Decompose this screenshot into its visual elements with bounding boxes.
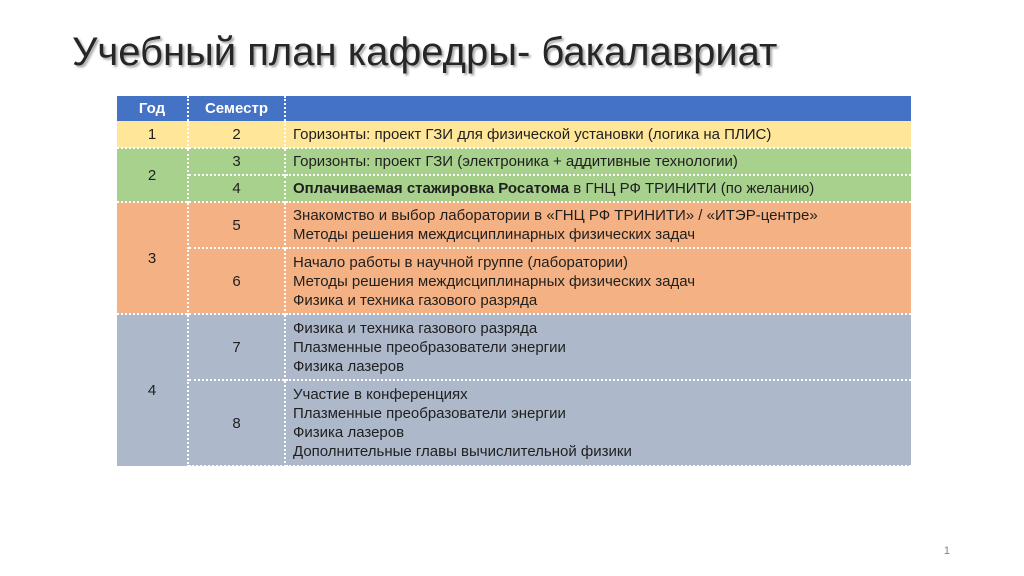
semester-cell: 3 (188, 148, 285, 175)
semester-cell: 6 (188, 248, 285, 314)
semester-cell: 2 (188, 121, 285, 148)
page-number: 1 (943, 545, 950, 557)
semester-cell: 7 (188, 314, 285, 380)
content-line: Знакомство и выбор лаборатории в «ГНЦ РФ ТРИНИТИ» / «ИТЭР-центре» (293, 207, 818, 224)
table-row (117, 314, 911, 380)
content-line: Физика и техника газового разряда (293, 291, 538, 309)
content-line: в ГНЦ РФ ТРИНИТИ (по желанию) (569, 180, 815, 197)
content-line: Дополнительные главы вычислительной физики (293, 443, 632, 460)
content-line: Методы решения междисциплинарных физических задач (293, 272, 696, 290)
content-line: Начало работы в научной группе (лаборатории) (293, 253, 629, 271)
content-cell (285, 380, 911, 466)
header-year: Год (117, 96, 188, 121)
content-line: Плазменные преобразователи энергии (293, 338, 566, 356)
table-row (117, 202, 911, 248)
content-cell (285, 202, 911, 248)
semester-cell: 8 (188, 380, 285, 466)
content-cell (285, 175, 911, 202)
content-cell (285, 314, 911, 380)
table-row (117, 121, 911, 148)
content-cell (285, 248, 911, 314)
content-line: Физика и техника газового разряда (293, 319, 538, 337)
table-row (117, 175, 911, 202)
year-cell: 2 (117, 148, 188, 202)
curriculum-table (117, 96, 911, 467)
content-line: Методы решения междисциплинарных физических задач (293, 226, 696, 243)
content-line: Физика лазеров (293, 424, 405, 441)
semester-cell: 4 (188, 175, 285, 202)
slide-title: Учебный план кафедры- бакалавриат (72, 30, 778, 74)
table-row (117, 248, 911, 314)
year-cell: 1 (117, 121, 188, 148)
header-semester: Семестр (188, 96, 285, 121)
header-content (285, 96, 911, 121)
content-cell (285, 148, 911, 175)
year-cell: 4 (117, 314, 188, 466)
content-line: Горизонты: проект ГЗИ для физической установки (логика на ПЛИС) (293, 125, 772, 143)
content-line: Плазменные преобразователи энергии (293, 405, 566, 422)
highlight-text: Оплачиваемая стажировка Росатома (293, 180, 570, 197)
table-row (117, 380, 911, 466)
content-line: Горизонты: проект ГЗИ (электроника + аддитивные технологии) (293, 153, 738, 170)
table-header-row (117, 96, 911, 121)
content-line: Участие в конференциях (293, 386, 468, 403)
table-row (117, 148, 911, 175)
content-line: Физика лазеров (293, 357, 405, 375)
content-cell (285, 121, 911, 148)
year-cell: 3 (117, 202, 188, 314)
semester-cell: 5 (188, 202, 285, 248)
